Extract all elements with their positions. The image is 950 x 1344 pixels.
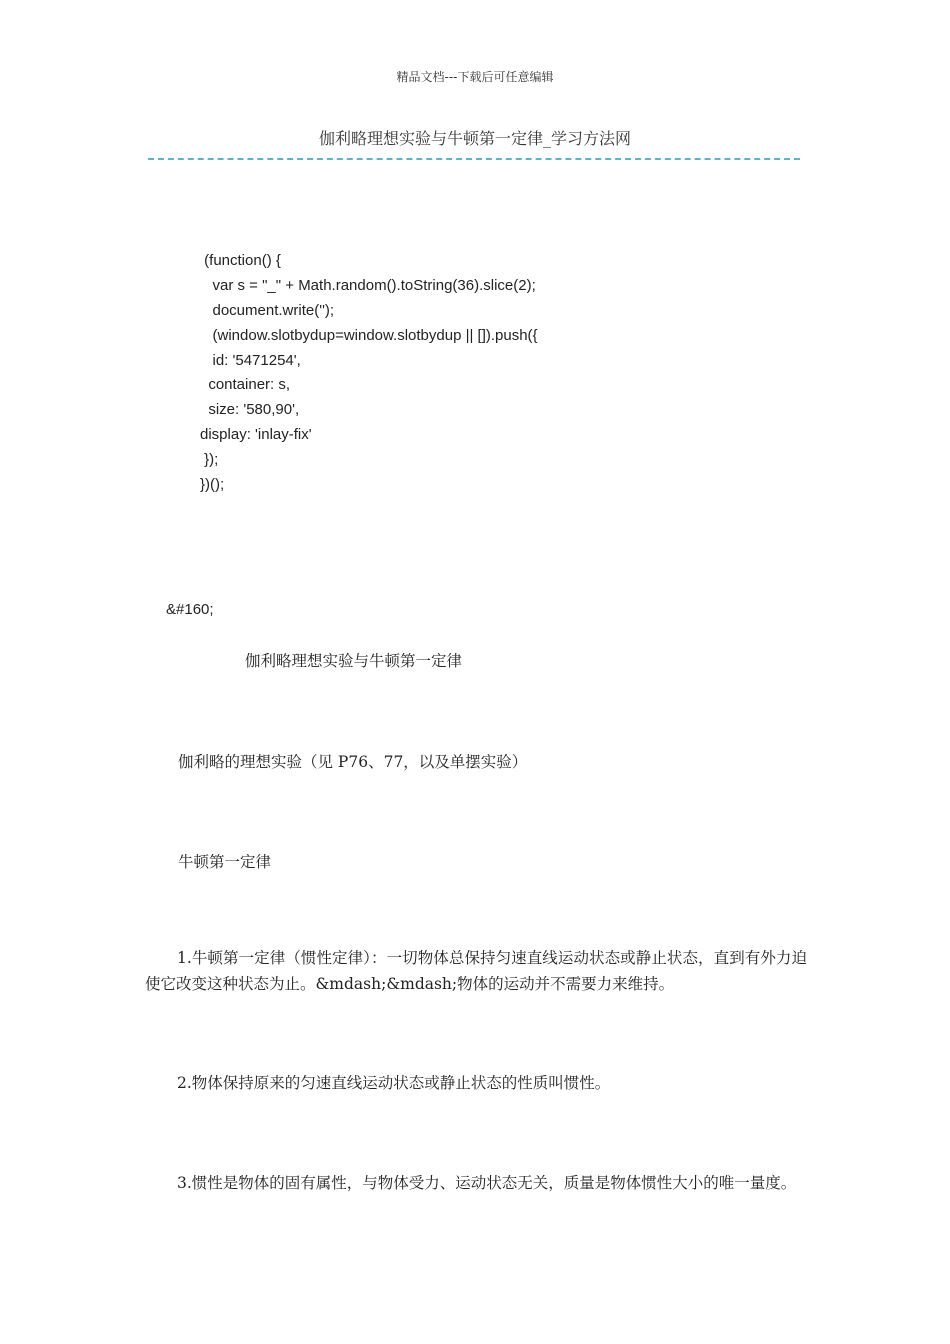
code-line: })(); bbox=[200, 476, 225, 493]
code-line: document.write(''); bbox=[200, 302, 335, 319]
section-heading-galileo: 伽利略的理想实验（见 P76、77，以及单摆实验） bbox=[178, 753, 528, 771]
paragraph-3: 3.惯性是物体的固有属性，与物体受力、运动状态无关，质量是物体惯性大小的唯一量度。 bbox=[177, 1174, 797, 1192]
document-title: 伽利略理想实验与牛顿第一定律_学习方法网 bbox=[318, 129, 631, 148]
code-line: }); bbox=[200, 451, 219, 468]
paragraph-2: 2.物体保持原来的匀速直线运动状态或静止状态的性质叫惯性。 bbox=[177, 1074, 611, 1092]
code-line: size: '580,90', bbox=[200, 401, 300, 418]
code-line: var s = "_" + Math.random().toString(36).slice(2); bbox=[200, 277, 536, 294]
entity-text: &#160; bbox=[166, 601, 214, 618]
section-heading-newton: 牛顿第一定律 bbox=[178, 853, 272, 871]
article-subtitle: 伽利略理想实验与牛顿第一定律 bbox=[245, 652, 463, 670]
code-line: container: s, bbox=[200, 376, 291, 393]
code-line: (function() { bbox=[200, 252, 281, 269]
code-line: id: '5471254', bbox=[200, 352, 301, 369]
code-line: (window.slotbydup=window.slotbydup || []).push({ bbox=[200, 327, 538, 344]
title-divider bbox=[148, 158, 800, 160]
page-header-note: 精品文档---下载后可任意编辑 bbox=[396, 70, 554, 84]
code-line: display: 'inlay-fix' bbox=[200, 426, 312, 443]
paragraph-1: 1.牛顿第一定律（惯性定律）：一切物体总保持匀速直线运动状态或静止状态，直到有外力迫使它改变这种状态为止。&mdash;&mdash;物体的运动并不需要力来维持。 bbox=[145, 949, 807, 993]
